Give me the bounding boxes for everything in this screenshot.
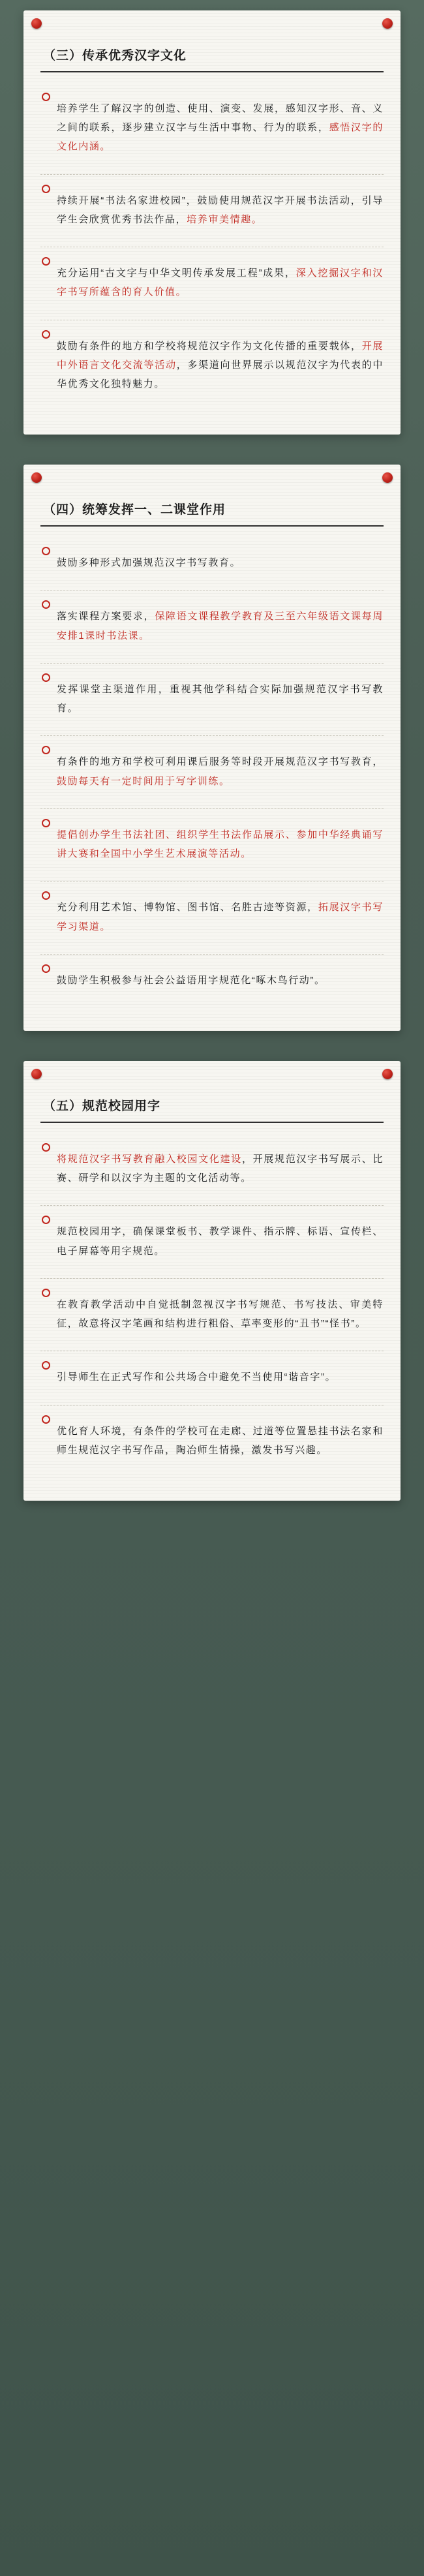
section-item-list	[40, 83, 384, 412]
list-item-text: 落实课程方案要求，保障语文课程教学教育及三至六年级语文课每周安排1课时书法课。	[57, 611, 384, 641]
bullet-circle-icon	[42, 1361, 50, 1370]
list-item	[40, 1279, 384, 1352]
pin-icon	[31, 472, 42, 483]
card-bottom-spacer	[40, 411, 384, 418]
section-card-4	[23, 465, 401, 1031]
bullet-circle-icon	[42, 600, 50, 609]
list-item	[40, 1206, 384, 1279]
list-item-text: 鼓励有条件的地方和学校将规范汉字作为文化传播的重要载体，开展中外语言文化交流等活动，多渠道向世界展示以规范汉字为代表的中华优秀文化独特魅力。	[57, 340, 384, 390]
list-item-text: 提倡创办学生书法社团、组织学生书法作品展示、参加中华经典诵写讲大赛和全国中小学生艺术展演等活动。	[57, 829, 384, 860]
section-card-3	[23, 10, 401, 435]
list-item-text: 优化育人环境，有条件的学校可在走廊、过道等位置悬挂书法名家和师生规范汉字书写作品，陶冶师生情操，激发书写兴趣。	[57, 1425, 384, 1456]
list-item	[40, 955, 384, 1007]
pin-icon	[382, 472, 393, 483]
bullet-circle-icon	[42, 185, 50, 193]
bullet-circle-icon	[42, 673, 50, 682]
list-item	[40, 1405, 384, 1478]
list-item-text: 鼓励多种形式加强规范汉字书写教育。	[57, 557, 241, 569]
list-item	[40, 320, 384, 412]
bullet-circle-icon	[42, 93, 50, 101]
pin-icon	[382, 18, 393, 29]
pin-icon	[382, 1069, 393, 1079]
bullet-circle-icon	[42, 330, 50, 339]
section-item-list	[40, 537, 384, 1007]
list-item	[40, 809, 384, 882]
list-item	[40, 736, 384, 809]
list-item-text: 充分运用“古文字与中华文明传承发展工程”成果，深入挖掘汉字和汉字书写所蕴含的育人价值。	[57, 268, 384, 298]
bullet-circle-icon	[42, 1289, 50, 1297]
list-item-text: 有条件的地方和学校可利用课后服务等时段开展规范汉字书写教育，鼓励每天有一定时间用于写字训练。	[57, 756, 384, 787]
section-title: （五）规范校园用字	[40, 1094, 384, 1123]
bullet-circle-icon	[42, 1143, 50, 1152]
bullet-circle-icon	[42, 1415, 50, 1424]
list-item-text: 引导师生在正式写作和公共场合中避免不当使用“谐音字”。	[57, 1372, 337, 1383]
pin-icon	[31, 1069, 42, 1079]
card-bottom-spacer	[40, 1477, 384, 1484]
list-item-text: 鼓励学生积极参与社会公益语用字规范化“啄木鸟行动”。	[57, 974, 326, 986]
list-item-text: 培养学生了解汉字的创造、使用、演变、发展，感知汉字形、音、义之间的联系，逐步建立汉字与生活中事物、行为的联系，感悟汉字的文化内涵。	[57, 102, 384, 153]
list-item	[40, 83, 384, 175]
section-item-list	[40, 1133, 384, 1477]
list-item	[40, 882, 384, 955]
list-item-text: 在教育教学活动中自觉抵制忽视汉字书写规范、书写技法、审美特征，故意将汉字笔画和结构进行粗俗、草率变形的“丑书”“怪书”。	[57, 1298, 384, 1330]
bullet-circle-icon	[42, 964, 50, 973]
pin-icon	[31, 18, 42, 29]
list-item	[40, 537, 384, 590]
list-item	[40, 1351, 384, 1405]
list-item	[40, 247, 384, 320]
section-title: （四）统筹发挥一、二课堂作用	[40, 497, 384, 527]
list-item-text: 持续开展“书法名家进校园”，鼓励使用规范汉字开展书法活动，引导学生会欣赏优秀书法作品，培养审美情趣。	[57, 194, 384, 225]
list-item-text: 充分利用艺术馆、博物馆、图书馆、名胜古迹等资源，拓展汉字书写学习渠道。	[57, 902, 384, 932]
section-title: （三）传承优秀汉字文化	[40, 43, 384, 72]
bullet-circle-icon	[42, 547, 50, 555]
list-item-text: 将规范汉字书写教育融入校园文化建设，开展规范汉字书写展示、比赛、研学和以汉字为主题的文化活动等。	[57, 1153, 384, 1184]
list-item	[40, 590, 384, 664]
bullet-circle-icon	[42, 1216, 50, 1224]
bullet-circle-icon	[42, 891, 50, 900]
bullet-circle-icon	[42, 746, 50, 754]
bullet-circle-icon	[42, 257, 50, 266]
list-item-text: 发挥课堂主渠道作用，重视其他学科结合实际加强规范汉字书写教育。	[57, 683, 384, 714]
list-item-text: 规范校园用字，确保课堂板书、教学课件、指示牌、标语、宣传栏、电子屏幕等用字规范。	[57, 1226, 384, 1257]
card-bottom-spacer	[40, 1007, 384, 1014]
list-item	[40, 664, 384, 737]
bullet-circle-icon	[42, 819, 50, 827]
list-item	[40, 175, 384, 248]
list-item	[40, 1133, 384, 1206]
section-card-5	[23, 1061, 401, 1501]
